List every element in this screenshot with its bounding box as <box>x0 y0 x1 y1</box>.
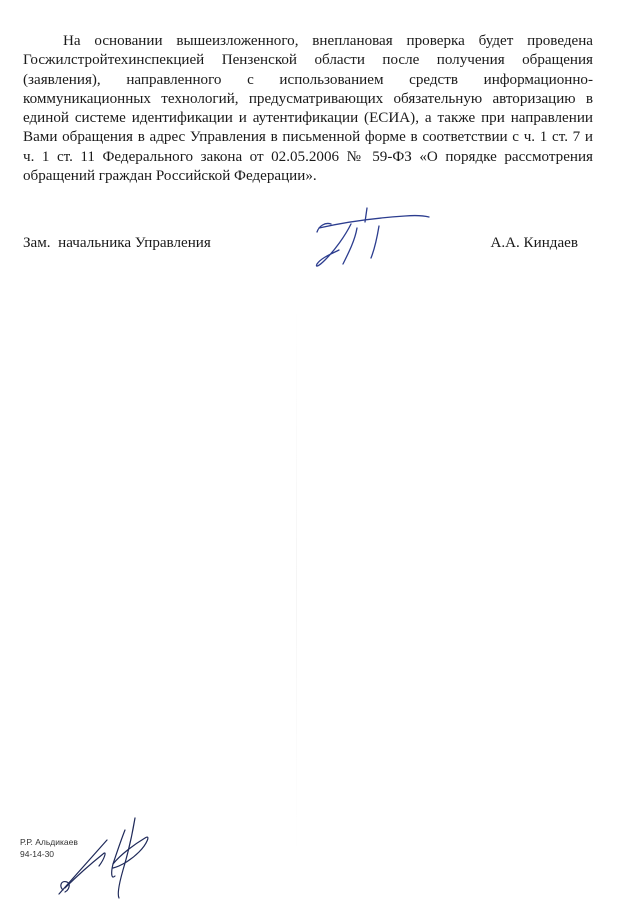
paper-fold <box>296 300 297 860</box>
handwritten-signature <box>305 202 435 274</box>
executor-phone: 94-14-30 <box>20 848 55 859</box>
signer-name: А.А. Киндаев <box>490 235 578 251</box>
executor-name: Р.Р. Альдикаев <box>20 837 78 847</box>
signer-position: Зам. начальника Управления <box>23 235 211 251</box>
executor-block <box>20 837 78 860</box>
letter-body-paragraph: На основании вышеизложенного, внеплановая проверка будет проведена Госжилстройтехинспекцией Пензенской области после получения обращения (заявления), направленного с использованием средств информационно-коммуникационных технологий, предусматривающих обязательную авторизацию в единой системе идентификации и аутентификации (ЕСИА), а также при направлении Вами обращения в адрес Управления в письменной форме в соответствии с ч. 1 ст. 7 и ч. 1 ст. 11 Федерального закона от 02.05.2006 № 59-ФЗ «О порядке рассмотрения обращений граждан Российской Федерации». <box>23 33 593 185</box>
